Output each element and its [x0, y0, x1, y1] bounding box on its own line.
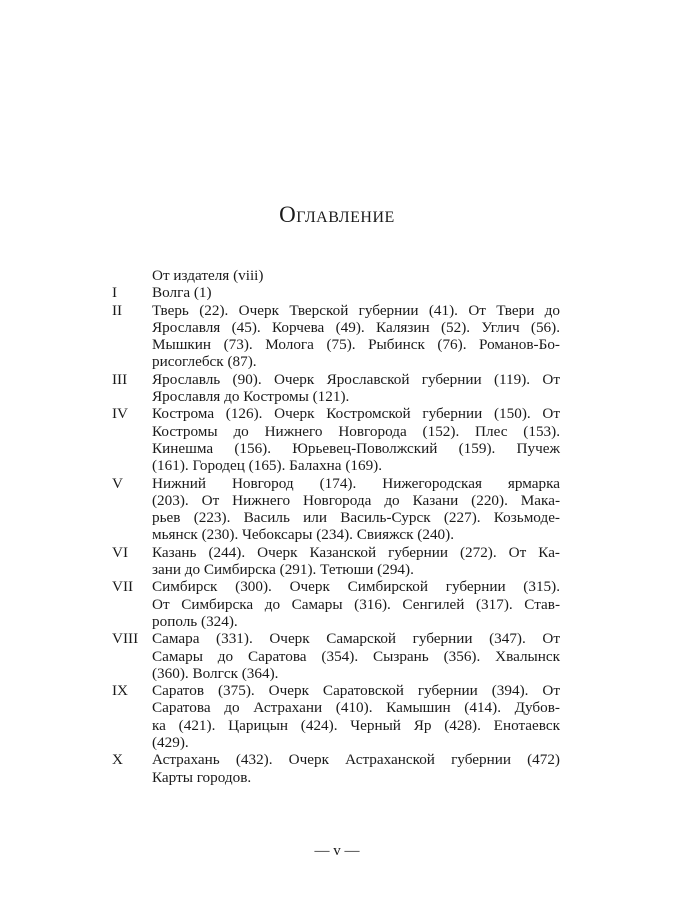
chapter-contents	[152, 578, 560, 630]
toc-line: Кинешма (156). Юрьевец-Поволжский (159). Пучеж	[152, 439, 560, 457]
toc-line: (429).	[152, 734, 189, 752]
toc-entry	[112, 682, 560, 751]
toc-entry	[112, 284, 560, 301]
toc-line: Мышкин (73). Молога (75). Рыбинск (76). Романов-Бо-	[152, 336, 560, 354]
chapter-contents	[152, 302, 560, 371]
toc-line: Нижний Новгород (174). Нижегородская ярмарка	[152, 474, 560, 492]
page-number: — v —	[314, 843, 360, 859]
chapter-contents	[152, 475, 560, 544]
toc-line: (360). Волгск (364).	[152, 664, 279, 682]
toc-line: Саратов (375). Очерк Саратовской губернии (394). От	[152, 682, 560, 700]
chapter-contents	[152, 544, 560, 579]
chapter-number: II	[112, 301, 123, 319]
chapter-contents	[152, 284, 560, 301]
page-title: Оглавление	[279, 202, 395, 227]
chapter-number: III	[112, 370, 128, 388]
toc-line: рьев (223). Василь или Василь-Сурск (227). Козьмоде-	[152, 509, 560, 527]
toc-line: Самары до Саратова (354). Сызрань (356). Хвалынск	[152, 647, 560, 665]
toc-line: Ярославля (45). Корчева (49). Калязин (52). Углич (56).	[152, 318, 560, 336]
toc-line: Ярославль (90). Очерк Ярославской губернии (119). От	[152, 370, 560, 388]
chapter-contents	[152, 371, 560, 406]
toc-line: От издателя (viii)	[152, 267, 264, 284]
toc-line: зани до Симбирска (291). Тетюши (294).	[152, 561, 414, 579]
toc-line: Казань (244). Очерк Казанской губернии (272). От Ка-	[152, 543, 560, 561]
toc-entry	[112, 544, 560, 579]
toc-line: (203). От Нижнего Новгорода до Казани (220). Мака-	[152, 491, 560, 509]
toc-entry	[112, 578, 560, 630]
toc-entry	[112, 475, 560, 544]
toc-line: Самара (331). Очерк Самарской губернии (347). От	[152, 630, 560, 648]
chapter-number: VIII	[112, 630, 139, 648]
toc-line: мьянск (230). Чебоксары (234). Свияжск (240).	[152, 526, 454, 544]
chapter-number: IX	[112, 682, 129, 700]
chapter-number: X	[112, 751, 123, 769]
chapter-number: VI	[112, 543, 129, 561]
toc-line: рисоглебск (87).	[152, 353, 257, 371]
toc-line: Ярославля до Костромы (121).	[152, 388, 350, 406]
chapter-number: I	[112, 284, 118, 302]
toc-line: (161). Городец (165). Балахна (169).	[152, 457, 383, 475]
chapter-contents	[152, 682, 560, 751]
toc-line: Астрахань (432). Очерк Астраханской губернии (472)	[152, 751, 560, 769]
toc-entry	[112, 267, 560, 284]
toc-line: Костромы до Нижнего Новгорода (152). Плес (153).	[152, 422, 560, 440]
toc-entry	[112, 751, 560, 786]
toc-entry	[112, 302, 560, 371]
toc-line: Тверь (22). Очерк Тверской губернии (41). От Твери до	[152, 301, 560, 319]
toc-entry	[112, 405, 560, 474]
toc-entry	[112, 371, 560, 406]
chapter-contents	[152, 405, 560, 474]
chapter-contents	[152, 630, 560, 682]
toc-line: Волга (1)	[152, 284, 212, 302]
toc-line: Карты городов.	[152, 768, 252, 786]
toc-line: ка (421). Царицын (424). Черный Яр (428). Енотаевск	[152, 716, 560, 734]
chapter-number	[112, 267, 152, 284]
toc-entry	[112, 630, 560, 682]
toc-line: Кострома (126). Очерк Костромской губернии (150). От	[152, 405, 560, 423]
chapter-number: VII	[112, 578, 134, 596]
chapter-number: V	[112, 474, 123, 492]
toc-line: Саратова до Астрахани (410). Камышин (414). Дубов-	[152, 699, 560, 717]
table-of-contents	[112, 267, 560, 786]
chapter-contents	[152, 267, 560, 284]
toc-line: От Симбирска до Самары (316). Сенгилей (317). Став-	[152, 595, 560, 613]
chapter-number: IV	[112, 405, 129, 423]
toc-line: рополь (324).	[152, 612, 238, 630]
toc-line: Симбирск (300). Очерк Симбирской губернии (315).	[152, 578, 560, 596]
chapter-contents	[152, 751, 560, 786]
